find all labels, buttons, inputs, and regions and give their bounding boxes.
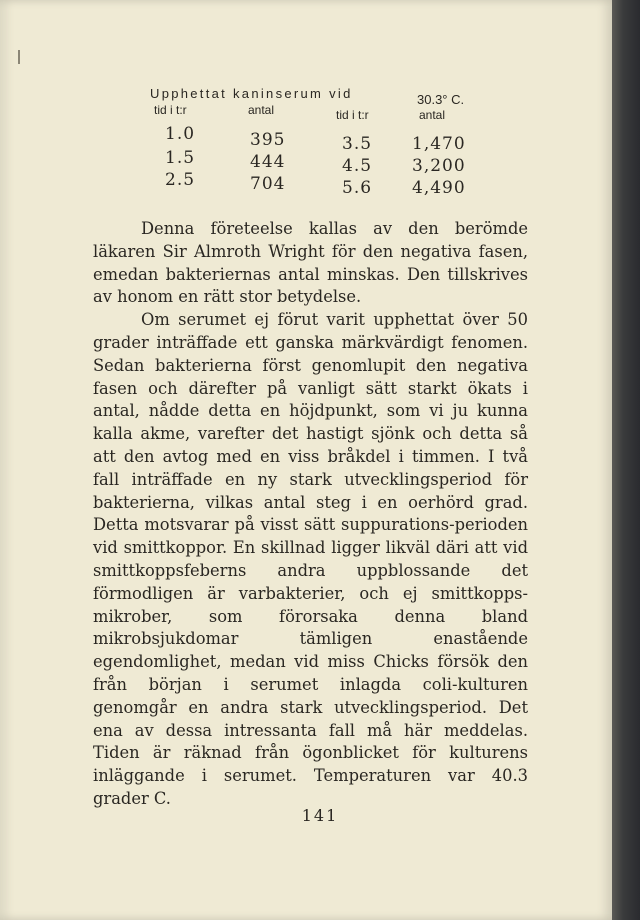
table-cell: 4,490 [412,178,466,198]
column-header-count-2: antal [419,108,446,122]
table-temperature: 30.3° C. [417,92,465,107]
table-cell: 395 [250,130,286,150]
table-cell: 704 [250,174,286,194]
body-text [93,218,528,811]
column-header-count-1: antal [248,103,275,117]
book-binding [612,0,640,920]
margin-mark [18,50,20,64]
table-cell: 5.6 [342,178,373,198]
column-header-time-1: tid i t:r [154,103,187,117]
column-header-time-2: tid i t:r [336,108,369,122]
table-cell: 3,200 [412,156,466,176]
table-cell: 4.5 [342,156,373,176]
table-caption: Upphettat kaninserum vid [150,86,353,101]
paragraph: Om serumet ej förut varit upphettat över 50 grader inträffade ett ganska märkvärdigt fenomen. Sedan bakterierna först genomlupit den negativa fasen och därefter på vanligt sätt starkt ökats i antal, nådde detta en höjdpunkt, som vi ju kunna kalla akme, varefter det hastigt sjönk och detta så att den avtog med en viss bråkdel i timmen. I två fall inträffade en ny stark utvecklingsperiod för bakterierna, vilkas antal steg i en oerhörd grad. Detta motsvarar på visst sätt suppurations-perioden vid smittkoppor. En skillnad ligger likväl däri att vid smittkoppsfeberns andra uppblossande det förmodligen är varbakterier, och ej smittkopps-mikrober, som förorsaka denna bland mikrobsjukdomar tämligen enastående egendomlighet, medan vid miss Chicks försök den från början i serumet inlagda coli-kulturen genomgår en andra stark utvecklingsperiod. Det ena av dessa intressanta fall må här meddelas. Tiden är räknad från ögonblicket för kulturens inläggande i serumet. Temperaturen var 40.3 grader C. [93,310,528,808]
table-cell: 3.5 [342,134,373,154]
paragraph: Denna företeelse kallas av den berömde läkaren Sir Almroth Wright för den negativa fasen, emedan bakteriernas antal minskas. Den tillskrives av honom en rätt stor betydelse. [93,219,528,307]
table-cell: 2.5 [165,170,196,190]
table-cell: 1,470 [412,134,466,154]
table-cell: 1.0 [165,124,196,144]
table-cell: 444 [250,152,286,172]
table-cell: 1.5 [165,148,196,168]
page-number: 141 [301,806,339,825]
